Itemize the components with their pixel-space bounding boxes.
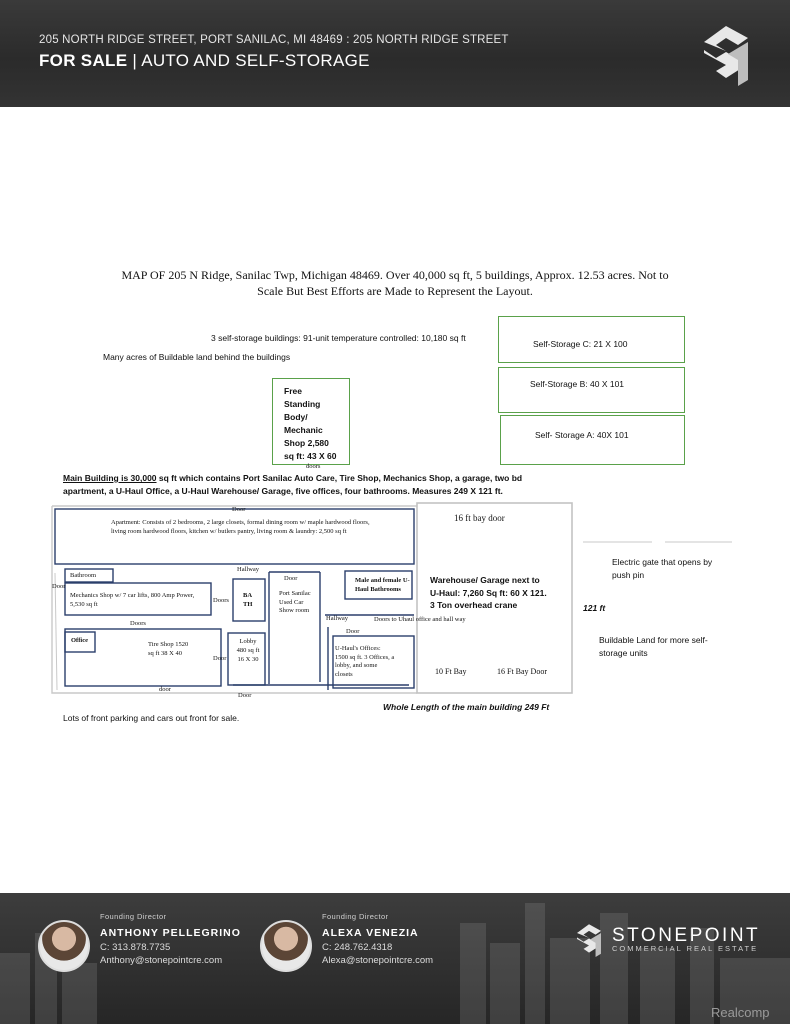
map-title-line-1: MAP OF 205 N Ridge, Sanilac Twp, Michigan 48469. Over 40,000 sq ft, 5 buildings, Approx. 12.53 acres. Not to [121,268,669,282]
brand-tagline: COMMERCIAL REAL ESTATE [612,944,759,953]
realcomp-watermark: Realcomp [711,1005,770,1020]
agent2-phone[interactable]: C: 248.762.4318 [322,942,393,953]
self-storage-c-label: Self-Storage C: 21 X 100 [533,339,628,349]
agent2-name: ALEXA VENEZIA [322,927,419,939]
map-title-line-2: Scale But Best Efforts are Made to Represent the Layout. [257,283,533,298]
hallway-label-1: Hallway [237,566,260,573]
width-121-label: 121 ft [583,603,606,613]
bathroom-label: Bathroom [70,572,96,579]
ten-ft-bay-label: 10 Ft Bay [435,667,467,676]
whole-length-label: Whole Length of the main building 249 Ft [383,702,550,712]
bath-label: BA TH [243,592,253,608]
main-building-line-2: apartment, a U-Haul Office, a U-Haul Warehouse/ Garage, five offices, four bathrooms. Measures 249 X 121 ft. [63,486,503,496]
buildable-land-note: Many acres of Buildable land behind the buildings [103,352,291,362]
sixteen-ft-bay-label: 16 Ft Bay Door [497,667,547,676]
buildable-land-more-note: Buildable Land for more self-storage units [599,635,708,658]
agent1-phone[interactable]: C: 313.878.7735 [100,942,171,953]
hallway-label-2: Hallway [326,615,349,622]
freestanding-line: Mechanic [284,425,323,435]
agent-photo-anthony [38,920,90,972]
freestanding-line: Shop 2,580 [284,438,329,448]
agent1-email[interactable]: Anthony@stonepointcre.com [100,955,223,966]
freestanding-line: Standing [284,399,321,409]
office-label: Office [71,637,88,644]
doors-label-1: Doors [213,597,229,604]
uhaul-bathrooms-label: Male and female U-Haul Bathrooms [355,577,410,593]
freestanding-line: Body/ [284,412,308,422]
self-storage-a-label: Self- Storage A: 40X 101 [535,430,629,440]
apartment-label: Apartment: Consists of 2 bedrooms, 2 large closets, formal dining room w/ maple hardwood floors, living room hardwood floors, kitchen w/ butlers pantry, living room & laundry: 2,500 sq ft [111,519,370,535]
self-storage-b-label: Self-Storage B: 40 X 101 [530,379,625,389]
bay-door-top-label: 16 ft bay door [454,513,505,523]
property-address: 205 NORTH RIDGE STREET, PORT SANILAC, MI 48469 : 205 NORTH RIDGE STREET [39,34,509,46]
freestanding-doors-label: doors [306,463,321,470]
main-building-line-1: sq ft which contains Port Sanilac Auto Care, Tire Shop, Mechanics Shop, a garage, two bd [156,473,523,483]
brand-name: STONEPOINT [612,925,761,946]
agent1-role: Founding Director [100,912,167,921]
door-label-top: Door [232,506,246,513]
door-left-label: Door [52,583,66,590]
agent1-name: ANTHONY PELLEGRINO [100,927,241,939]
agent2-email[interactable]: Alexa@stonepointcre.com [322,955,434,966]
door-bottom-label-1: door [159,686,171,693]
doors-label-2: Doors [130,620,146,627]
stonepoint-footer-logo-icon [573,921,605,957]
door-bottom-label-2: Door [238,692,252,699]
tire-shop-label: Tire Shop 1520 sq ft 38 X 40 [148,641,189,657]
freestanding-line: sq ft: 43 X 60 [284,451,337,461]
door-label-4: Door [213,655,227,662]
freestanding-line: Free [284,386,302,396]
warehouse-label: Warehouse/ Garage next to U-Haul: 7,260 Sq ft: 60 X 121. 3 Ton overhead crane [430,575,547,610]
used-car-showroom-label: Port Sanilac Used Car Show room [279,590,311,614]
listing-status: FOR SALE [39,51,128,70]
agent-photo-alexa [260,920,312,972]
self-storage-note-text: 3 self-storage buildings: 91-unit temperature controlled: 10,180 sq ft [211,333,466,343]
door-label-mid: Door [284,575,298,582]
door-label-3: Door [346,628,360,635]
mechanics-shop-label: Mechanics Shop w/ 7 car lifts, 800 Amp Power, 5,530 sq ft [70,592,195,608]
main-building-size: Main Building is 30,000 [63,473,157,483]
front-parking-note: Lots of front parking and cars out front for sale. [63,713,240,723]
listing-type: AUTO AND SELF-STORAGE [141,51,370,70]
lobby-label: Lobby 480 sq ft 16 X 30 [236,638,260,663]
title-separator: | [127,51,142,70]
agent2-role: Founding Director [322,912,389,921]
electric-gate-note: Electric gate that opens by push pin [612,557,713,580]
doors-to-uhaul-label: Doors to Uhaul office and hall way [374,616,466,623]
uhaul-offices-label: U-Haul's Offices: 1500 sq ft. 3 Offices, a lobby, and some closets [335,645,395,678]
